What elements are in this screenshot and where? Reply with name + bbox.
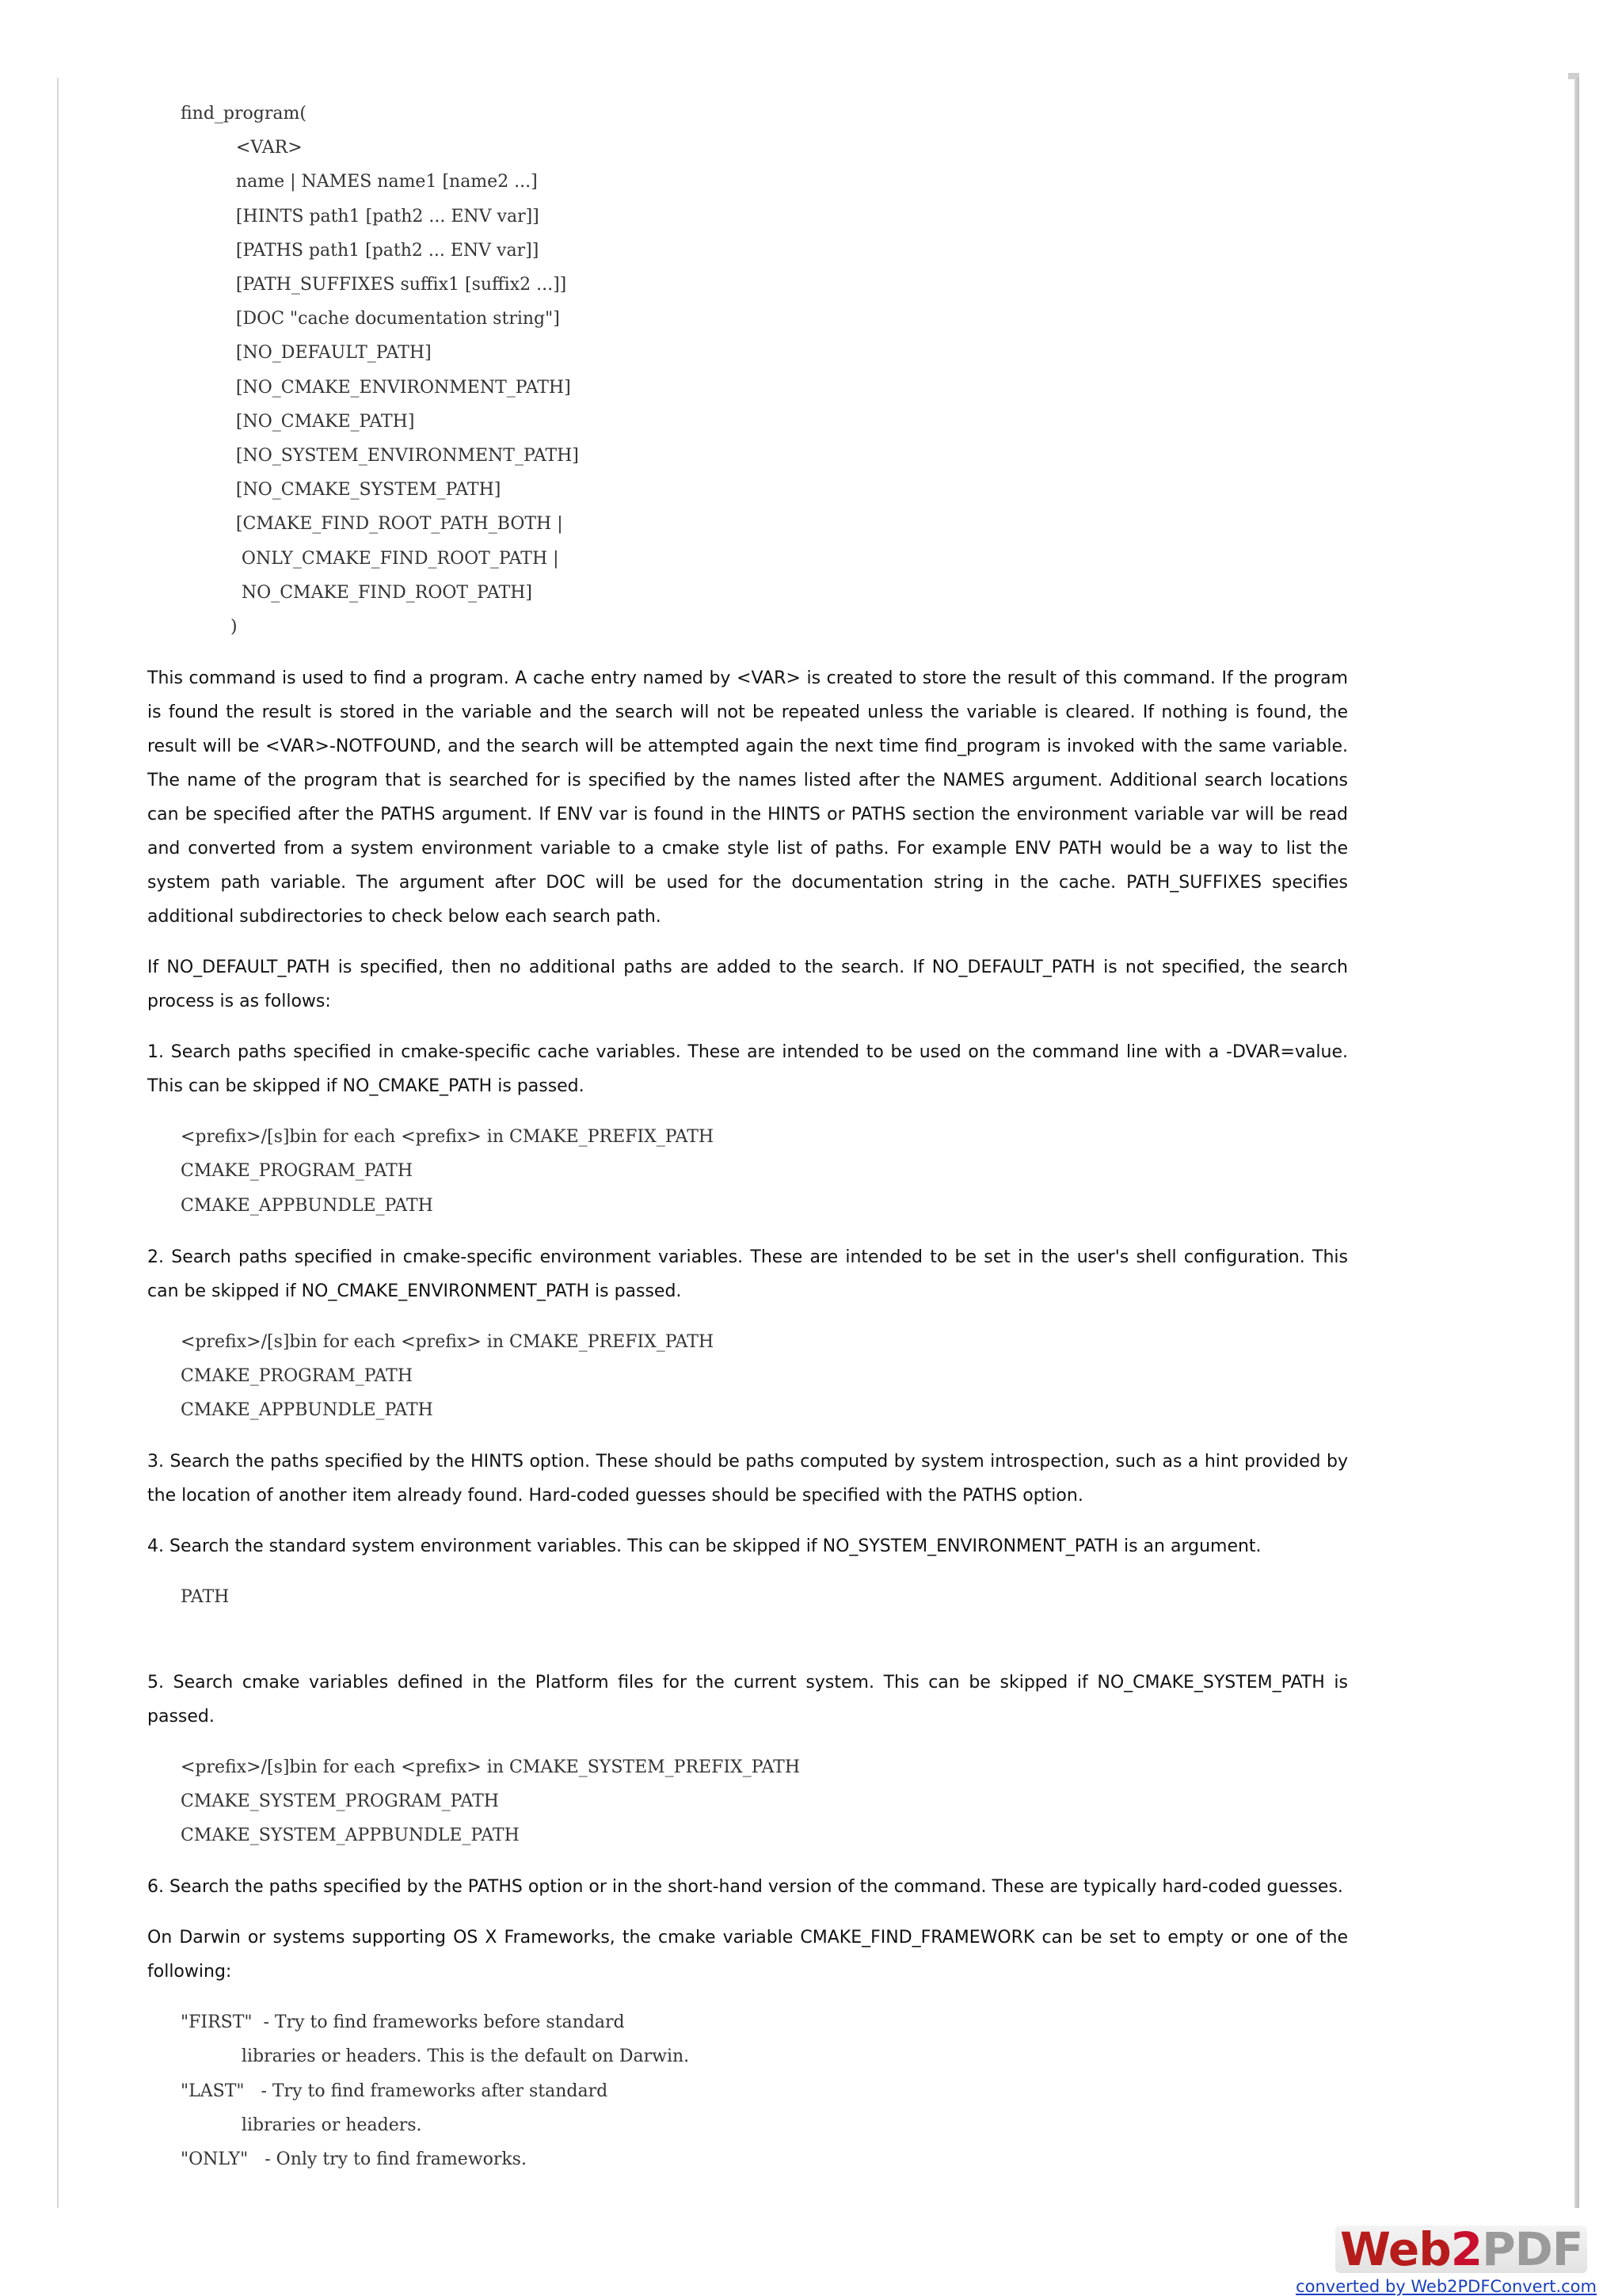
step-1-paragraph: 1. Search paths specified in cmake-specific cache variables. These are intended to be used on the command line with a -DVAR=value. This can be skipped if NO_CMAKE_PATH is passed.: [147, 1042, 1348, 1097]
converted-by-link[interactable]: converted by Web2PDFConvert.com: [1296, 2277, 1597, 2296]
darwin-paragraph: On Darwin or systems supporting OS X Frameworks, the cmake variable CMAKE_FIND_FRAMEWORK can be set to empty or one of the following:: [147, 1928, 1348, 1982]
step-1-code: <prefix>/[s]bin for each <prefix> in CMAKE_PREFIX_PATH CMAKE_PROGRAM_PATH CMAKE_APPBUNDLE_PATH: [181, 1127, 714, 1216]
step-4-paragraph: 4. Search the standard system environment variables. This can be skipped if NO_SYSTEM_ENVIRONMENT_PATH is an argument.: [147, 1536, 1262, 1557]
default-path-paragraph: If NO_DEFAULT_PATH is specified, then no additional paths are added to the search. If NO_DEFAULT_PATH is not specified, the search process is as follows:: [147, 958, 1348, 1012]
step-2-paragraph: 2. Search paths specified in cmake-specific environment variables. These are intended to be set in the user's shell configuration. This can be skipped if NO_CMAKE_ENVIRONMENT_PATH is passed.: [147, 1247, 1348, 1301]
intro-paragraph: This command is used to find a program. A cache entry named by <VAR> is created to store the result of this command. If the program is found the result is stored in the variable and the search will not be repeated unless the variable is cleared. If nothing is found, the result will be <VAR>-NOTFOUND, and the search will be attempted again the next time find_program is invoked with the same variable. The name of the program that is searched for is specified by the names listed after the NAMES argument. Additional search locations can be specified after the PATHS argument. If ENV var is found in the HINTS or PATHS section the environment variable var will be read and converted from a system environment variable to a cmake style list of paths. For example ENV PATH would be a way to list the system path variable. The argument after DOC will be used for the documentation string in the cache. PATH_SUFFIXES specifies additional subdirectories to check below each search path.: [147, 668, 1348, 927]
step-3-paragraph: 3. Search the paths specified by the HINTS option. These should be paths computed by system introspection, such as a hint provided by the location of another item already found. Hard-coded guesses should be specified with the PATHS option.: [147, 1452, 1348, 1506]
web2pdf-logo: [1335, 2222, 1587, 2276]
step-2-code: <prefix>/[s]bin for each <prefix> in CMAKE_PREFIX_PATH CMAKE_PROGRAM_PATH CMAKE_APPBUNDLE_PATH: [181, 1331, 714, 1421]
document-body: [147, 97, 1348, 2176]
framework-options-code: "FIRST" - Try to find frameworks before standard libraries or headers. This is the default on Darwin. "LAST" - Try to find frameworks after standard libraries or headers. "ONLY" - Only try to find frameworks.: [181, 2012, 690, 2170]
step-5-paragraph: 5. Search cmake variables defined in the Platform files for the current system. This can be skipped if NO_CMAKE_SYSTEM_PATH is passed.: [147, 1672, 1348, 1727]
step-4-code: PATH: [181, 1587, 230, 1608]
logo-two-text: 2: [1450, 2222, 1483, 2276]
step-5-code: <prefix>/[s]bin for each <prefix> in CMAKE_SYSTEM_PREFIX_PATH CMAKE_SYSTEM_PROGRAM_PATH CMAKE_SYSTEM_APPBUNDLE_PATH: [181, 1757, 801, 1846]
command-signature: find_program( <VAR> name | NAMES name1 [name2 ...] [HINTS path1 [path2 ... ENV var]] [PATHS path1 [path2 ... ENV var]] [PATH_SUFFIXES suffix1 [suffix2 ...]] [DOC "cache documentation string"] [NO_DEFAULT_PATH] [NO_CMAKE_ENVIRONMENT_PATH] [NO_CMAKE_PATH] [NO_SYSTEM_ENVIRONMENT_PATH] [NO_CMAKE_SYSTEM_PATH] [CMAKE_FIND_ROOT_PATH_BOTH | ONLY_CMAKE_FIND_ROOT_PATH | NO_CMAKE_FIND_ROOT_PATH] ): [181, 104, 579, 638]
logo-web-text: Web: [1340, 2222, 1451, 2276]
page-left-border: [57, 78, 59, 2208]
logo-pdf-text: PDF: [1482, 2222, 1583, 2276]
page-right-shadow: [1574, 78, 1579, 2208]
web2pdf-branding: [1280, 2222, 1597, 2296]
step-6-paragraph: 6. Search the paths specified by the PATHS option or in the short-hand version of the command. These are typically hard-coded guesses.: [147, 1877, 1343, 1898]
